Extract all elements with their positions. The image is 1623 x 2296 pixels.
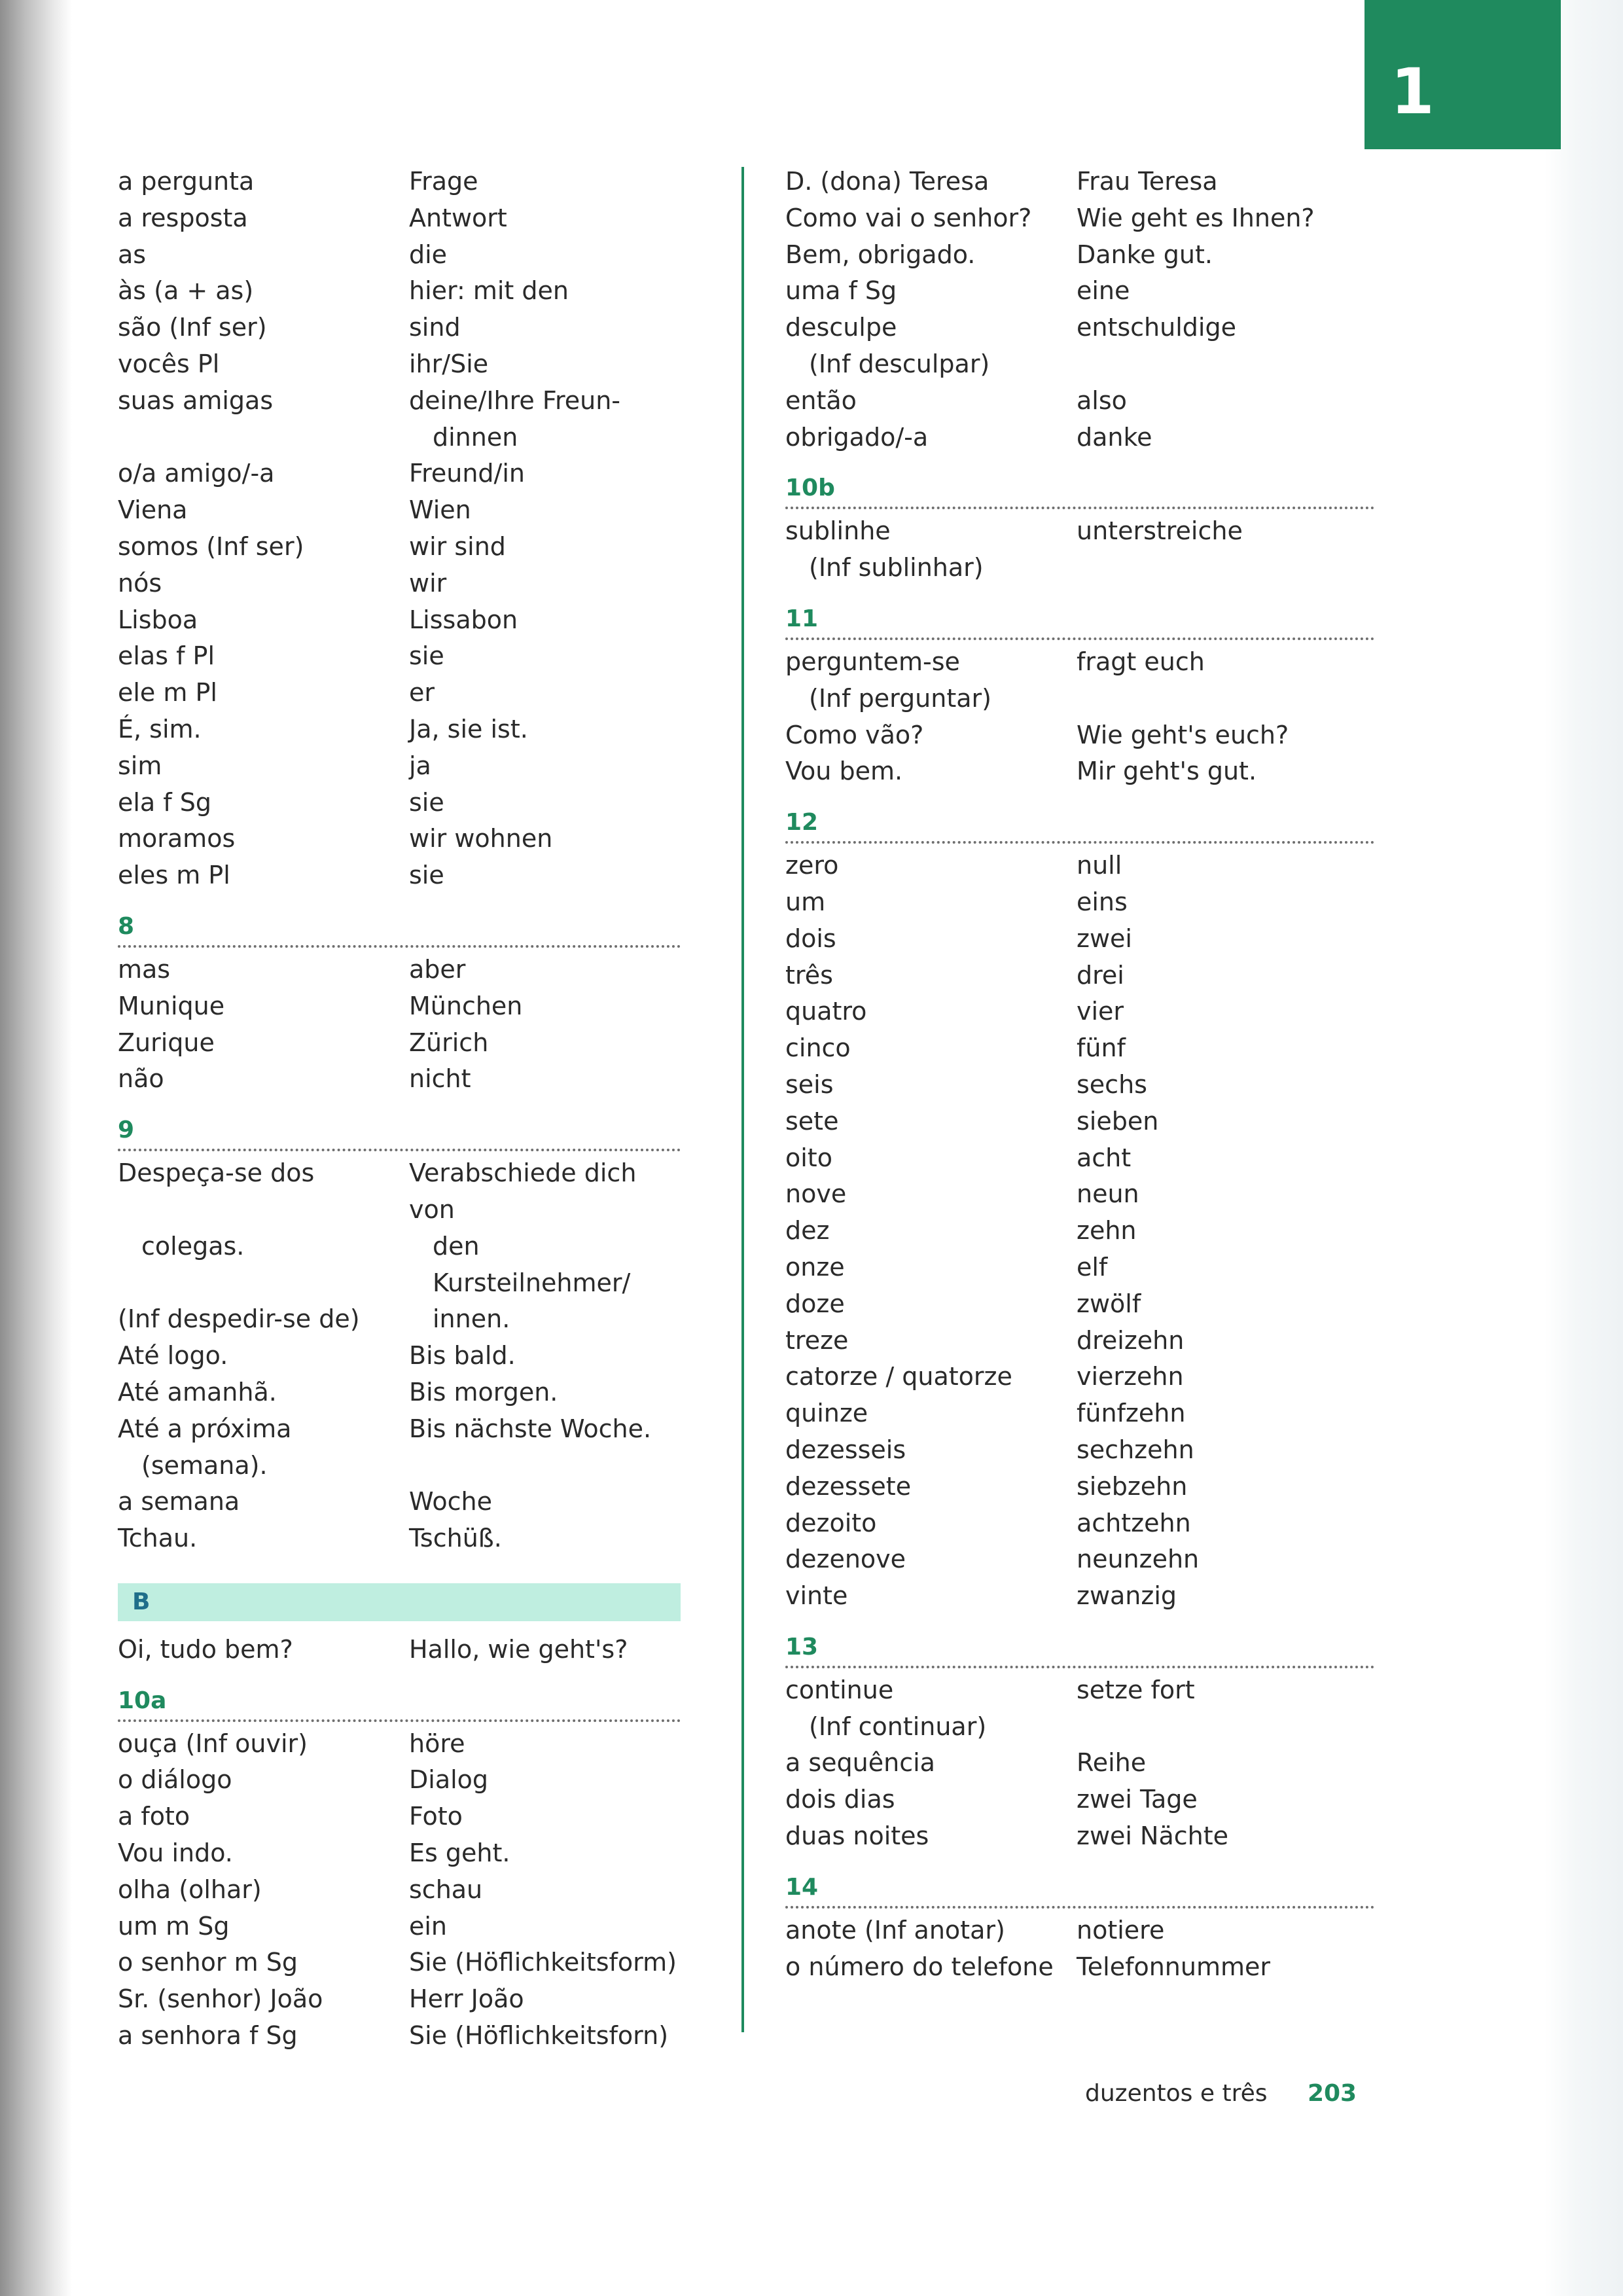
vocab-row [785,420,1374,456]
german-translation: ihr/Sie [409,349,489,378]
vocab-row [785,717,1374,754]
portuguese-term: então [785,386,857,415]
vocab-row [785,1541,1374,1578]
vocab-row [785,1176,1374,1213]
portuguese-term: vinte [785,1581,848,1611]
section-heading-13: 13 [785,1632,1374,1668]
section-heading-10b: 10b [785,473,1374,509]
portuguese-term: desculpe [785,313,897,342]
portuguese-term: dezenove [785,1545,906,1574]
left-column [118,164,681,2054]
vocab-row [118,1229,681,1302]
portuguese-term: o número do telefone [785,1952,1054,1981]
german-translation: notiere [1077,1915,1165,1945]
german-translation: Es geht. [409,1839,510,1868]
portuguese-term: (semana). [141,1450,268,1480]
vocab-row [118,748,681,785]
page-footer [1085,2080,1357,2107]
portuguese-term: (Inf desculpar) [809,349,990,378]
german-translation: Verabschiede dich von [409,1158,637,1224]
german-translation: Sie (Höflichkeitsforn) [409,2021,669,2051]
vocab-row [118,456,681,492]
vocab-row [785,1213,1374,1249]
vocab-row [118,1374,681,1411]
vocab-row [785,550,1374,586]
german-translation: Antwort [409,203,507,232]
portuguese-term: eles m Pl [118,861,230,890]
vocab-row [785,1505,1374,1542]
portuguese-term: doze [785,1289,845,1318]
vocab-row [118,988,681,1025]
german-translation: Mir geht's gut. [1077,757,1257,786]
portuguese-term: obrigado/-a [785,422,929,452]
portuguese-term: Bem, obrigado. [785,240,976,269]
portuguese-term: onze [785,1252,845,1282]
vocab-row [785,200,1374,237]
vocab-row [118,638,681,675]
german-translation: aber [409,954,466,984]
german-translation: zwei Nächte [1077,1821,1229,1851]
vocab-list-13 [785,1672,1374,1855]
vocab-list-10a-cont [785,164,1374,456]
vocab-row [118,200,681,237]
right-column [785,164,1374,1985]
portuguese-term: elas f Pl [118,641,215,671]
binding-shadow [0,0,72,2296]
portuguese-term: dez [785,1216,830,1246]
vocab-row [118,492,681,529]
german-translation: acht [1077,1143,1132,1172]
vocab-row [785,1249,1374,1286]
portuguese-term: (Inf despedir-se de) [118,1304,360,1334]
german-translation: München [409,991,523,1020]
portuguese-term: quinze [785,1399,868,1428]
portuguese-term: um m Sg [118,1911,230,1941]
german-translation: er [409,678,435,708]
german-translation: nicht [409,1064,471,1094]
portuguese-term: nove [785,1179,847,1209]
portuguese-term: seis [785,1069,834,1099]
german-translation: Reihe [1077,1748,1147,1778]
page-number: 203 [1307,2080,1357,2107]
german-translation [409,1448,681,1484]
vocab-row [118,785,681,821]
vocab-row [785,1067,1374,1103]
german-translation: zwei [1077,924,1132,953]
portuguese-term [118,420,409,456]
german-translation: sieben [1077,1106,1159,1136]
german-translation: Woche [409,1487,492,1516]
portuguese-term: colegas. [141,1231,245,1261]
portuguese-term: um [785,887,826,916]
german-translation: unterstreiche [1077,516,1243,546]
german-translation: wir sind [409,531,506,561]
portuguese-term: vocês Pl [118,349,220,378]
portuguese-term: Até logo. [118,1341,228,1371]
portuguese-term: perguntem-se [785,647,960,676]
vocab-row [118,1762,681,1799]
vocab-list-10b [785,513,1374,586]
vocab-row [785,848,1374,884]
portuguese-term: o diálogo [118,1765,232,1795]
german-translation: Wie geht's euch? [1077,720,1289,749]
german-translation: zwanzig [1077,1581,1177,1611]
vocab-row [785,1469,1374,1505]
vocab-row [785,753,1374,790]
portuguese-term: Munique [118,991,225,1020]
portuguese-term: as [118,240,147,269]
vocab-row [785,1949,1374,1986]
vocab-row [785,1286,1374,1323]
portuguese-term: dois [785,924,836,953]
german-translation: Hallo, wie geht's? [409,1634,628,1664]
vocab-row [118,1726,681,1763]
german-translation: sie [409,641,444,671]
portuguese-term: dezesseis [785,1435,906,1464]
german-translation: siebzehn [1077,1471,1188,1501]
vocab-row [785,1578,1374,1615]
vocab-list-b [118,1632,681,1668]
german-translation: Herr João [409,1984,524,2014]
vocab-row [118,1945,681,1981]
german-translation: neun [1077,1179,1139,1209]
portuguese-term: Lisboa [118,605,198,634]
section-heading-9: 9 [118,1115,681,1151]
german-translation: Dialog [409,1765,489,1795]
german-translation: Frau Teresa [1077,167,1218,196]
vocab-row [785,921,1374,958]
vocab-row [785,1395,1374,1432]
vocab-row [785,1323,1374,1359]
vocab-row [118,857,681,894]
portuguese-term: moramos [118,824,236,853]
portuguese-term: dois dias [785,1785,895,1814]
german-translation: höre [409,1729,465,1758]
vocab-row [785,273,1374,310]
portuguese-term: treze [785,1325,849,1355]
portuguese-term: suas amigas [118,386,274,415]
portuguese-term: Como vão? [785,720,924,749]
portuguese-term: D. (dona) Teresa [785,167,990,196]
vocab-row [785,1140,1374,1177]
german-translation: sind [409,313,461,342]
german-translation: fünfzehn [1077,1399,1186,1428]
vocab-row [785,346,1374,383]
portuguese-term: (Inf sublinhar) [809,553,984,583]
portuguese-term: dezoito [785,1508,877,1537]
portuguese-term: a sequência [785,1748,935,1778]
german-translation: Zürich [409,1028,489,1057]
german-translation: dreizehn [1077,1325,1185,1355]
portuguese-term: o/a amigo/-a [118,459,275,488]
german-translation: danke [1077,422,1152,452]
german-translation: sie [409,861,444,890]
portuguese-term: Despeça-se dos [118,1158,315,1188]
portuguese-term: oito [785,1143,832,1172]
german-translation: fünf [1077,1033,1126,1063]
vocab-row [118,1061,681,1098]
vocab-row [118,1835,681,1872]
portuguese-term: (Inf perguntar) [809,683,991,713]
vocab-row [785,1745,1374,1782]
german-translation: Danke gut. [1077,240,1213,269]
vocab-row [118,420,681,456]
vocab-row [118,346,681,383]
german-translation: dinnen [433,422,518,452]
vocab-list-12 [785,848,1374,1615]
vocab-row [785,958,1374,994]
vocab-row [118,2018,681,2054]
german-translation: Sie (Höflichkeitsform) [409,1948,677,1977]
vocab-row [785,994,1374,1030]
vocab-row [118,310,681,346]
portuguese-term: cinco [785,1033,851,1063]
vocab-row [118,383,681,420]
vocab-row [785,310,1374,346]
vocab-row [785,681,1374,717]
german-translation: den Kursteilnehmer/ [433,1231,631,1297]
chapter-number: 1 [1391,55,1435,128]
vocab-row [785,1432,1374,1469]
portuguese-term: Viena [118,495,188,525]
vocab-row [118,1025,681,1062]
portuguese-term: nós [118,568,162,598]
german-translation: fragt euch [1077,647,1205,676]
section-heading-11: 11 [785,603,1374,640]
german-translation: sechs [1077,1069,1147,1099]
german-translation [1077,346,1374,383]
portuguese-term: anote (Inf anotar) [785,1915,1005,1945]
portuguese-term: ele m Pl [118,678,217,708]
portuguese-term: catorze / quatorze [785,1362,1012,1391]
vocab-row [118,1411,681,1448]
vocab-row [118,1155,681,1229]
page-number-words: duzentos e três [1085,2080,1268,2107]
vocab-row [118,565,681,602]
portuguese-term: uma f Sg [785,276,897,306]
portuguese-term: a senhora f Sg [118,2021,298,2051]
vocab-row [785,1030,1374,1067]
german-translation: elf [1077,1252,1108,1282]
portuguese-term: quatro [785,997,867,1026]
vocab-row [118,675,681,711]
portuguese-term: mas [118,954,171,984]
german-translation: Freund/in [409,459,525,488]
portuguese-term: a foto [118,1802,190,1831]
portuguese-term: o senhor m Sg [118,1948,298,1977]
german-translation: also [1077,386,1127,415]
portuguese-term: às (a + as) [118,276,254,306]
german-translation: zehn [1077,1216,1137,1246]
portuguese-term: não [118,1064,164,1094]
portuguese-term: zero [785,851,839,880]
portuguese-term: Oi, tudo bem? [118,1634,293,1664]
german-translation: drei [1077,960,1124,990]
vocab-row [785,884,1374,921]
german-translation: Ja, sie ist. [409,714,528,744]
vocab-row [118,711,681,748]
vocab-row [785,1672,1374,1709]
vocab-row [785,1103,1374,1140]
german-translation: innen. [433,1304,510,1334]
german-translation: Lissabon [409,605,518,634]
vocab-row [118,1301,681,1338]
portuguese-term: Como vai o senhor? [785,203,1032,232]
portuguese-term: dezessete [785,1471,912,1501]
vocab-row [118,273,681,310]
portuguese-term: Até amanhã. [118,1377,277,1407]
column-divider [741,167,744,2032]
german-translation: ja [409,751,431,780]
vocab-row [118,1632,681,1668]
german-translation: hier: mit den [409,276,569,306]
vocab-row [118,821,681,857]
portuguese-term: sim [118,751,162,780]
vocab-row [785,1359,1374,1395]
portuguese-term: Zurique [118,1028,215,1057]
section-heading-14: 14 [785,1872,1374,1909]
vocab-list-14 [785,1912,1374,1986]
vocab-row [118,1520,681,1557]
german-translation: schau [409,1874,483,1904]
section-heading-10a: 10a [118,1685,681,1722]
vocab-row [785,237,1374,274]
vocab-list-8 [118,952,681,1098]
german-translation: sie [409,787,444,817]
german-translation: eins [1077,887,1128,916]
portuguese-term: Sr. (senhor) João [118,1984,323,2014]
german-translation: null [1077,851,1122,880]
portuguese-term: a resposta [118,203,248,232]
german-translation: zwölf [1077,1289,1141,1318]
vocab-row [118,529,681,565]
vocab-row [118,1338,681,1374]
vocab-row [118,1909,681,1945]
vocab-row [785,513,1374,550]
vocab-list-9 [118,1155,681,1557]
vocab-row [118,164,681,200]
portuguese-term: ela f Sg [118,787,212,817]
german-translation: Wien [409,495,471,525]
german-translation [1077,1709,1374,1746]
vocab-row [785,383,1374,420]
section-heading-12: 12 [785,807,1374,844]
vocab-row [118,1448,681,1484]
page-edge [1544,0,1623,2296]
german-translation: setze fort [1077,1675,1195,1704]
german-translation: vier [1077,997,1124,1026]
vocab-row [785,644,1374,681]
german-translation: neunzehn [1077,1545,1200,1574]
german-translation: achtzehn [1077,1508,1191,1537]
vocab-row [785,1782,1374,1818]
german-translation: Foto [409,1802,463,1831]
vocab-row [118,1484,681,1520]
portuguese-term: sublinhe [785,516,891,546]
portuguese-term: a semana [118,1487,240,1516]
portuguese-term: sete [785,1106,839,1136]
german-translation: Bis bald. [409,1341,516,1371]
portuguese-term: Vou indo. [118,1839,233,1868]
portuguese-term: Vou bem. [785,757,903,786]
vocab-row [118,952,681,988]
vocab-row [118,237,681,274]
chapter-tab [1364,0,1561,149]
portuguese-term: duas noites [785,1821,929,1851]
german-translation: deine/Ihre Freun- [409,386,620,415]
portuguese-term: Tchau. [118,1524,198,1553]
section-heading-8: 8 [118,911,681,948]
german-translation: Tschüß. [409,1524,502,1553]
vocab-list-10a [118,1726,681,2054]
german-translation [1077,550,1374,586]
vocab-row [785,1818,1374,1855]
german-translation: ein [409,1911,448,1941]
german-translation: wir wohnen [409,824,553,853]
german-translation: Telefonnummer [1077,1952,1270,1981]
portuguese-term: (Inf continuar) [809,1712,987,1741]
portuguese-term: ouça (Inf ouvir) [118,1729,308,1758]
vocab-row [118,602,681,639]
section-heading-b: B [118,1583,681,1621]
vocab-row [785,1912,1374,1949]
german-translation: vierzehn [1077,1362,1184,1391]
vocab-row [118,1872,681,1909]
german-translation: entschuldige [1077,313,1236,342]
vocab-list-11 [785,644,1374,790]
portuguese-term: É, sim. [118,714,202,744]
german-translation: Bis nächste Woche. [409,1414,652,1443]
vocab-list-intro [118,164,681,894]
portuguese-term: somos (Inf ser) [118,531,304,561]
vocab-row [118,1799,681,1835]
vocab-row [785,164,1374,200]
portuguese-term: Até a próxima [118,1414,292,1443]
vocab-row [118,1981,681,2018]
portuguese-term: a pergunta [118,167,255,196]
portuguese-term: continue [785,1675,894,1704]
portuguese-term: três [785,960,833,990]
vocab-row [785,1709,1374,1746]
portuguese-term: são (Inf ser) [118,313,267,342]
german-translation: Frage [409,167,478,196]
german-translation: zwei Tage [1077,1785,1198,1814]
german-translation: wir [409,568,447,598]
german-translation: eine [1077,276,1130,306]
portuguese-term: olha (olhar) [118,1874,262,1904]
german-translation: Wie geht es Ihnen? [1077,203,1315,232]
german-translation: die [409,240,448,269]
german-translation: sechzehn [1077,1435,1194,1464]
german-translation: Bis morgen. [409,1377,558,1407]
german-translation [1077,681,1374,717]
